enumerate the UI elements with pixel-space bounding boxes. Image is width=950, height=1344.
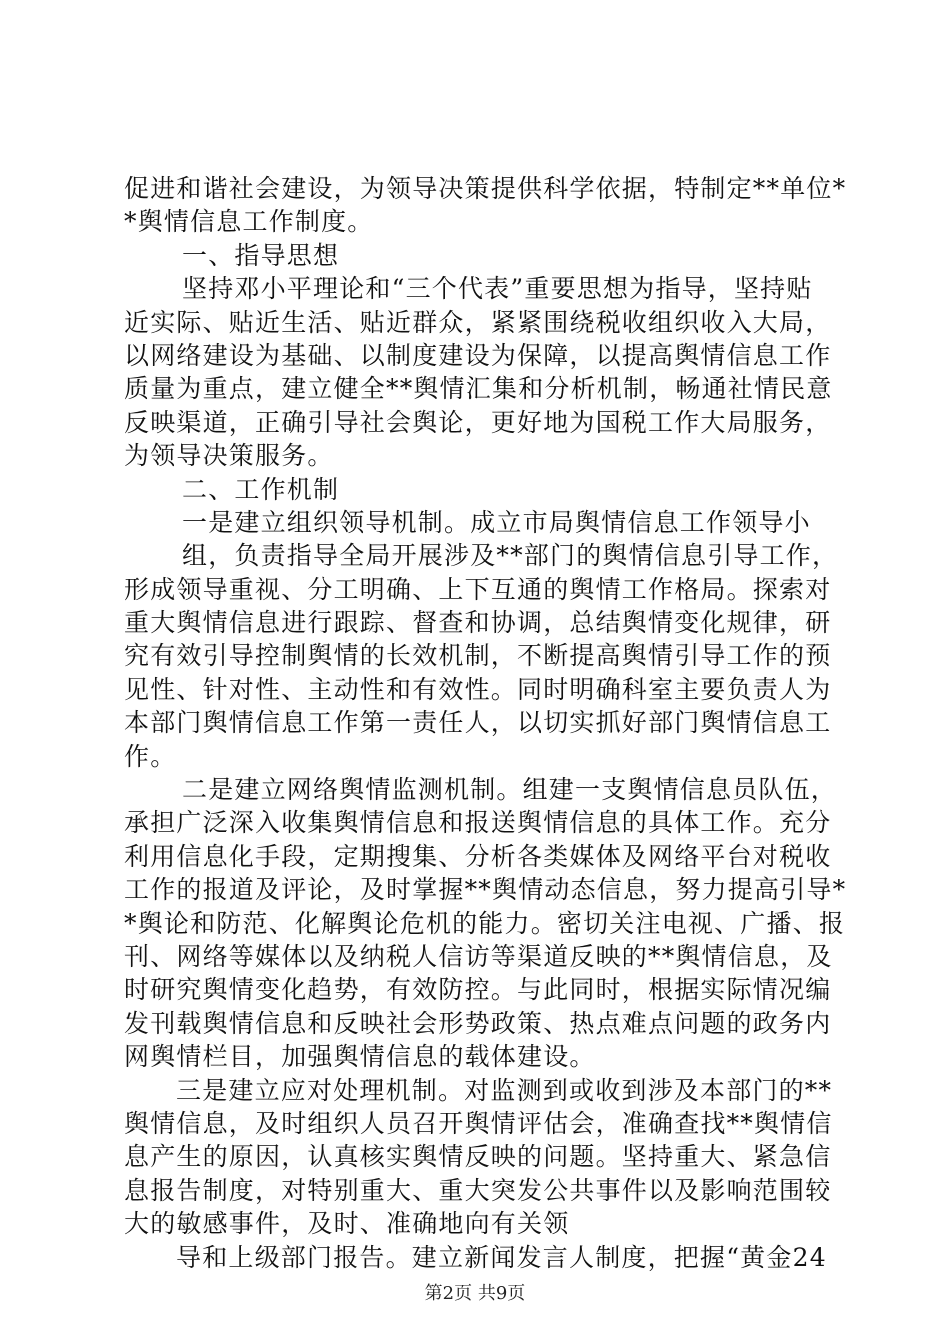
text-line: 大的敏感事件，及时、准确地向有关领 xyxy=(124,1209,570,1239)
text-line: 息产生的原因，认真核实舆情反映的问题。坚持重大、紧急信 xyxy=(124,1142,832,1172)
text-line: 承担广泛深入收集舆情信息和报送舆情信息的具体工作。充分 xyxy=(124,808,832,838)
text-line: 形成领导重视、分工明确、上下互通的舆情工作格局。探索对 xyxy=(124,574,832,604)
text-line: *舆论和防范、化解舆论危机的能力。密切关注电视、广播、报 xyxy=(124,908,846,938)
text-line: 本部门舆情信息工作第一责任人，以切实抓好部门舆情信息工 xyxy=(124,708,832,738)
text-line: 组，负责指导全局开展涉及**部门的舆情信息引导工作， xyxy=(182,541,839,571)
text-line: 坚持邓小平理论和“三个代表”重要思想为指导，坚持贴 xyxy=(182,274,813,304)
text-line: 二是建立网络舆情监测机制。组建一支舆情信息员队伍， xyxy=(182,775,838,805)
page-number-footer: 第2页 共9页 xyxy=(424,1283,526,1304)
text-line: 促进和谐社会建设，为领导决策提供科学依据，特制定**单位* xyxy=(124,174,847,203)
text-line: 以网络建设为基础、以制度建设为保障，以提高舆情信息工作 xyxy=(124,340,832,370)
text-line: 质量为重点，建立健全**舆情汇集和分析机制，畅通社情民意 xyxy=(124,374,833,404)
document-body xyxy=(124,172,847,1274)
text-line: 见性、针对性、主动性和有效性。同时明确科室主要负责人为 xyxy=(124,674,832,704)
text-line: 导和上级部门报告。建立新闻发言人制度，把握“黄金24 xyxy=(176,1242,827,1272)
text-line: 近实际、贴近生活、贴近群众，紧紧围绕税收组织收入大局， xyxy=(124,307,832,337)
text-line: 为领导决策服务。 xyxy=(124,441,334,471)
text-line: 三是建立应对处理机制。对监测到或收到涉及本部门的** xyxy=(176,1075,833,1105)
text-line: 刊、网络等媒体以及纳税人信访等渠道反映的**舆情信息，及 xyxy=(124,941,833,971)
text-line: 一是建立组织领导机制。成立市局舆情信息工作领导小 xyxy=(182,507,811,537)
text-line: *舆情信息工作制度。 xyxy=(124,207,374,237)
text-line: 反映渠道，正确引导社会舆论，更好地为国税工作大局服务， xyxy=(124,407,832,437)
text-line: 工作的报道及评论，及时掌握**舆情动态信息，努力提高引导* xyxy=(124,875,847,905)
text-line: 重大舆情信息进行跟踪、督查和协调，总结舆情变化规律，研 xyxy=(124,608,832,638)
text-line: 时研究舆情变化趋势，有效防控。与此同时，根据实际情况编 xyxy=(124,975,832,1005)
text-line: 究有效引导控制舆情的长效机制，不断提高舆情引导工作的预 xyxy=(124,641,832,671)
section-heading: 二、工作机制 xyxy=(182,474,340,504)
text-line: 发刊载舆情信息和反映社会形势政策、热点难点问题的政务内 xyxy=(124,1008,832,1038)
text-line: 网舆情栏目，加强舆情信息的载体建设。 xyxy=(124,1042,596,1072)
text-line: 息报告制度，对特别重大、重大突发公共事件以及影响范围较 xyxy=(124,1175,832,1205)
text-line: 作。 xyxy=(124,741,177,771)
text-line: 利用信息化手段，定期搜集、分析各类媒体及网络平台对税收 xyxy=(124,841,832,871)
text-line: 舆情信息，及时组织人员召开舆情评估会，准确查找**舆情信 xyxy=(124,1108,833,1138)
section-heading: 一、指导思想 xyxy=(182,240,340,270)
